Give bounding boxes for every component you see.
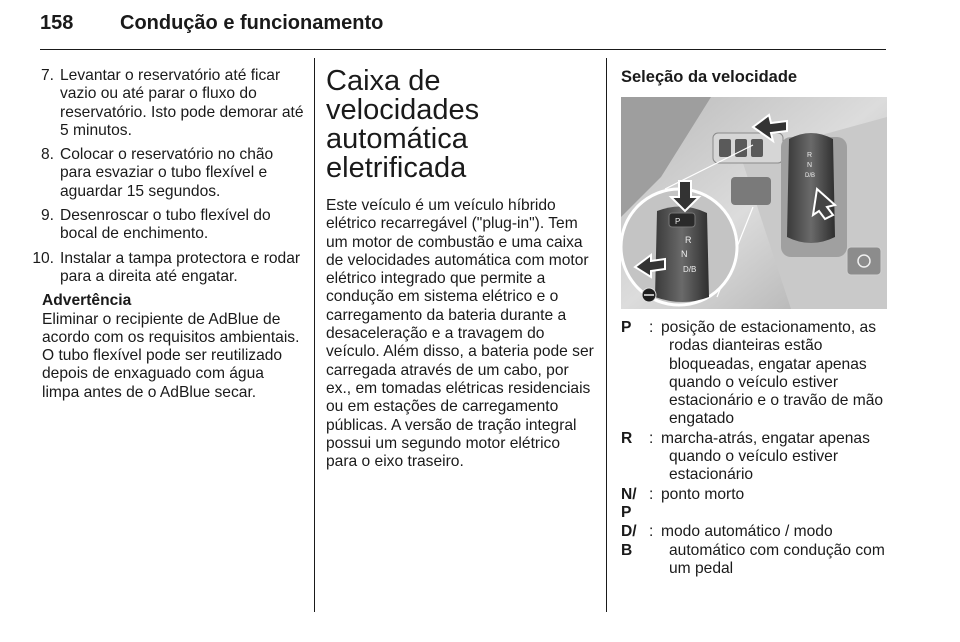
step-number: 10. [32,249,54,267]
list-item [621,523,887,578]
steps-list [22,67,304,286]
list-item [22,67,304,140]
gear-key: R [621,429,633,447]
gear-legend [621,319,887,578]
list-item [22,250,304,287]
gear-description-text: modo automático / modo automático com condução com um pedal [661,523,885,577]
gear-colon: : [649,429,654,447]
gear-selector-illustration [621,97,887,309]
header-rule [40,49,886,50]
column-right [621,67,887,579]
svg-text:D/B: D/B [805,173,816,179]
list-item [22,207,304,244]
column-divider-1 [314,58,315,612]
step-text: Levantar o reservatório até ficar vazio ou até parar o fluxo do reservatório. Isto pode demorar até 5 minutos. [60,67,304,139]
gear-key: D/ B [621,523,637,559]
gear-description-text: ponto morto [661,485,745,503]
step-text: Colocar o reservatório no chão para esvaziar o tubo flexível e aguardar 15 segundos. [60,146,274,200]
svg-text:D/B: D/B [683,265,697,274]
step-number: 8. [40,146,54,164]
list-item [621,319,887,429]
gear-colon: : [649,485,654,503]
gear-selector-photo [621,97,887,309]
step-text: Desenroscar o tubo flexível do bocal de enchimento. [60,207,271,243]
gear-colon: : [649,319,654,336]
section-heading: Caixa de velocidades automática eletrificada [326,65,480,184]
warning-text: Eliminar o recipiente de AdBlue de acordo com os requisitos ambientais. O tubo flexível pode ser reutilizado depois de enxaguado com água limpa antes de o AdBlue secar. [42,310,300,401]
column-left [22,67,304,402]
svg-text:R: R [685,235,692,245]
list-item [621,486,887,523]
step-text: Instalar a tampa protectora e rodar para a direita até engatar. [60,249,301,285]
gear-description-text: posição de estacionamento, as rodas dianteiras estão bloqueadas, engatar apenas quando o veículo estiver estacionário e o travão de mão engatado [661,319,884,428]
column-middle [326,67,594,471]
gear-description [661,430,887,485]
page-number: 158 [40,12,74,34]
gear-description [661,319,887,429]
svg-text:P: P [675,217,681,226]
svg-text:N: N [681,249,688,259]
list-item [22,146,304,201]
column-divider-2 [606,58,607,612]
svg-text:R: R [807,152,813,159]
subsection-heading: Seleção da velocidade [621,68,798,86]
list-item [621,430,887,485]
gear-description [661,486,887,523]
gear-description [661,523,887,578]
gear-description-text: marcha-atrás, engatar apenas quando o veículo estiver estacionário [661,429,870,484]
gear-key: P [621,319,632,336]
gear-colon: : [649,523,654,541]
step-number: 7. [40,67,54,84]
svg-text:N: N [807,162,813,169]
gear-key: N/ P [621,485,637,521]
chapter-title: Condução e funcionamento [120,12,384,34]
warning-title: Advertência [42,292,132,310]
section-body: Este veículo é um veículo híbrido elétrico recarregável ("plug-in"). Tem um motor de combustão e uma caixa de velocidades automática com motor elétrico integrado que permite a condução em sistema elétrico e o carregamento da bateria durante a desaceleração e a travagem do veículo. Além disso, a bateria pode ser carregada através de um cabo, por ex., em tomadas elétricas residenciais ou em estações de carregamento públicas. A versão de tração integral possui um segundo motor elétrico para o eixo traseiro. [326,197,594,471]
step-number: 9. [40,207,54,225]
